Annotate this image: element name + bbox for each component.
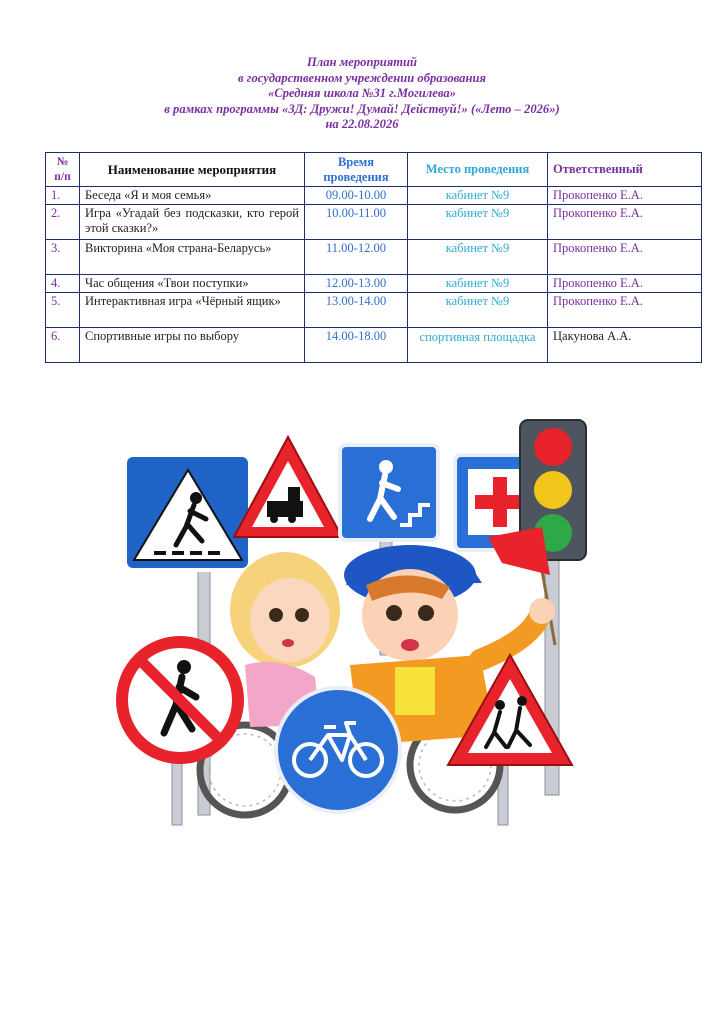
row-responsible: Прокопенко Е.А.	[548, 205, 702, 240]
table-row	[46, 328, 702, 363]
row-responsible: Прокопенко Е.А.	[548, 275, 702, 293]
row-num: 4.	[46, 275, 80, 293]
row-num: 5.	[46, 293, 80, 328]
table-row	[46, 187, 702, 205]
events-table	[45, 152, 702, 363]
header-num: № п/п	[46, 153, 80, 187]
row-responsible: Прокопенко Е.А.	[548, 293, 702, 328]
row-responsible: Цакунова А.А.	[548, 328, 702, 363]
header-responsible: Ответственный	[548, 153, 702, 187]
row-name: Викторина «Моя страна-Беларусь»	[80, 240, 305, 275]
row-num: 1.	[46, 187, 80, 205]
table-row	[46, 293, 702, 328]
row-name: Беседа «Я и моя семья»	[80, 187, 305, 205]
row-name: Час общения «Твои поступки»	[80, 275, 305, 293]
table-row	[46, 275, 702, 293]
row-place: кабинет №9	[408, 187, 548, 205]
row-name: Спортивные игры по выбору	[80, 328, 305, 363]
crosswalk-sign-icon	[340, 445, 438, 540]
document-header	[0, 55, 724, 133]
row-responsible: Прокопенко Е.А.	[548, 240, 702, 275]
row-time: 09.00-10.00	[305, 187, 408, 205]
row-place: спортивная площадка	[408, 328, 548, 363]
no-pedestrians-sign-icon	[122, 642, 238, 758]
header-title: План мероприятий	[306, 55, 418, 69]
row-time: 11.00-12.00	[305, 240, 408, 275]
row-name: Интерактивная игра «Чёрный ящик»	[80, 293, 305, 328]
row-place: кабинет №9	[408, 293, 548, 328]
row-place: кабинет №9	[408, 240, 548, 275]
row-time: 10.00-11.00	[305, 205, 408, 240]
row-name: Игра «Угадай без подсказки, кто герой этой сказки?»	[80, 205, 305, 240]
row-num: 3.	[46, 240, 80, 275]
header-program: в рамках программы «3Д: Дружи! Думай! Действуй!» («Лето – 2026»)	[164, 101, 560, 116]
table-row	[46, 205, 702, 240]
header-school-name: «Средняя школа №31 г.Могилева»	[268, 86, 456, 101]
pedestrian-crossing-sign-icon	[125, 455, 250, 570]
row-place: кабинет №9	[408, 205, 548, 240]
row-time: 13.00-14.00	[305, 293, 408, 328]
header-institution-line: в государственном учреждении образования	[238, 70, 486, 85]
header-time: Время проведения	[305, 153, 408, 187]
road-safety-illustration	[110, 415, 610, 845]
header-date: на 22.08.2026	[325, 117, 399, 132]
row-num: 2.	[46, 205, 80, 240]
header-place: Место проведения	[408, 153, 548, 187]
table-header-row	[46, 153, 702, 187]
table-row	[46, 240, 702, 275]
row-time: 14.00-18.00	[305, 328, 408, 363]
row-time: 12.00-13.00	[305, 275, 408, 293]
bicycle-path-sign-icon	[276, 688, 400, 812]
row-place: кабинет №9	[408, 275, 548, 293]
header-name: Наименование мероприятия	[80, 153, 305, 187]
row-num: 6.	[46, 328, 80, 363]
row-responsible: Прокопенко Е.А.	[548, 187, 702, 205]
